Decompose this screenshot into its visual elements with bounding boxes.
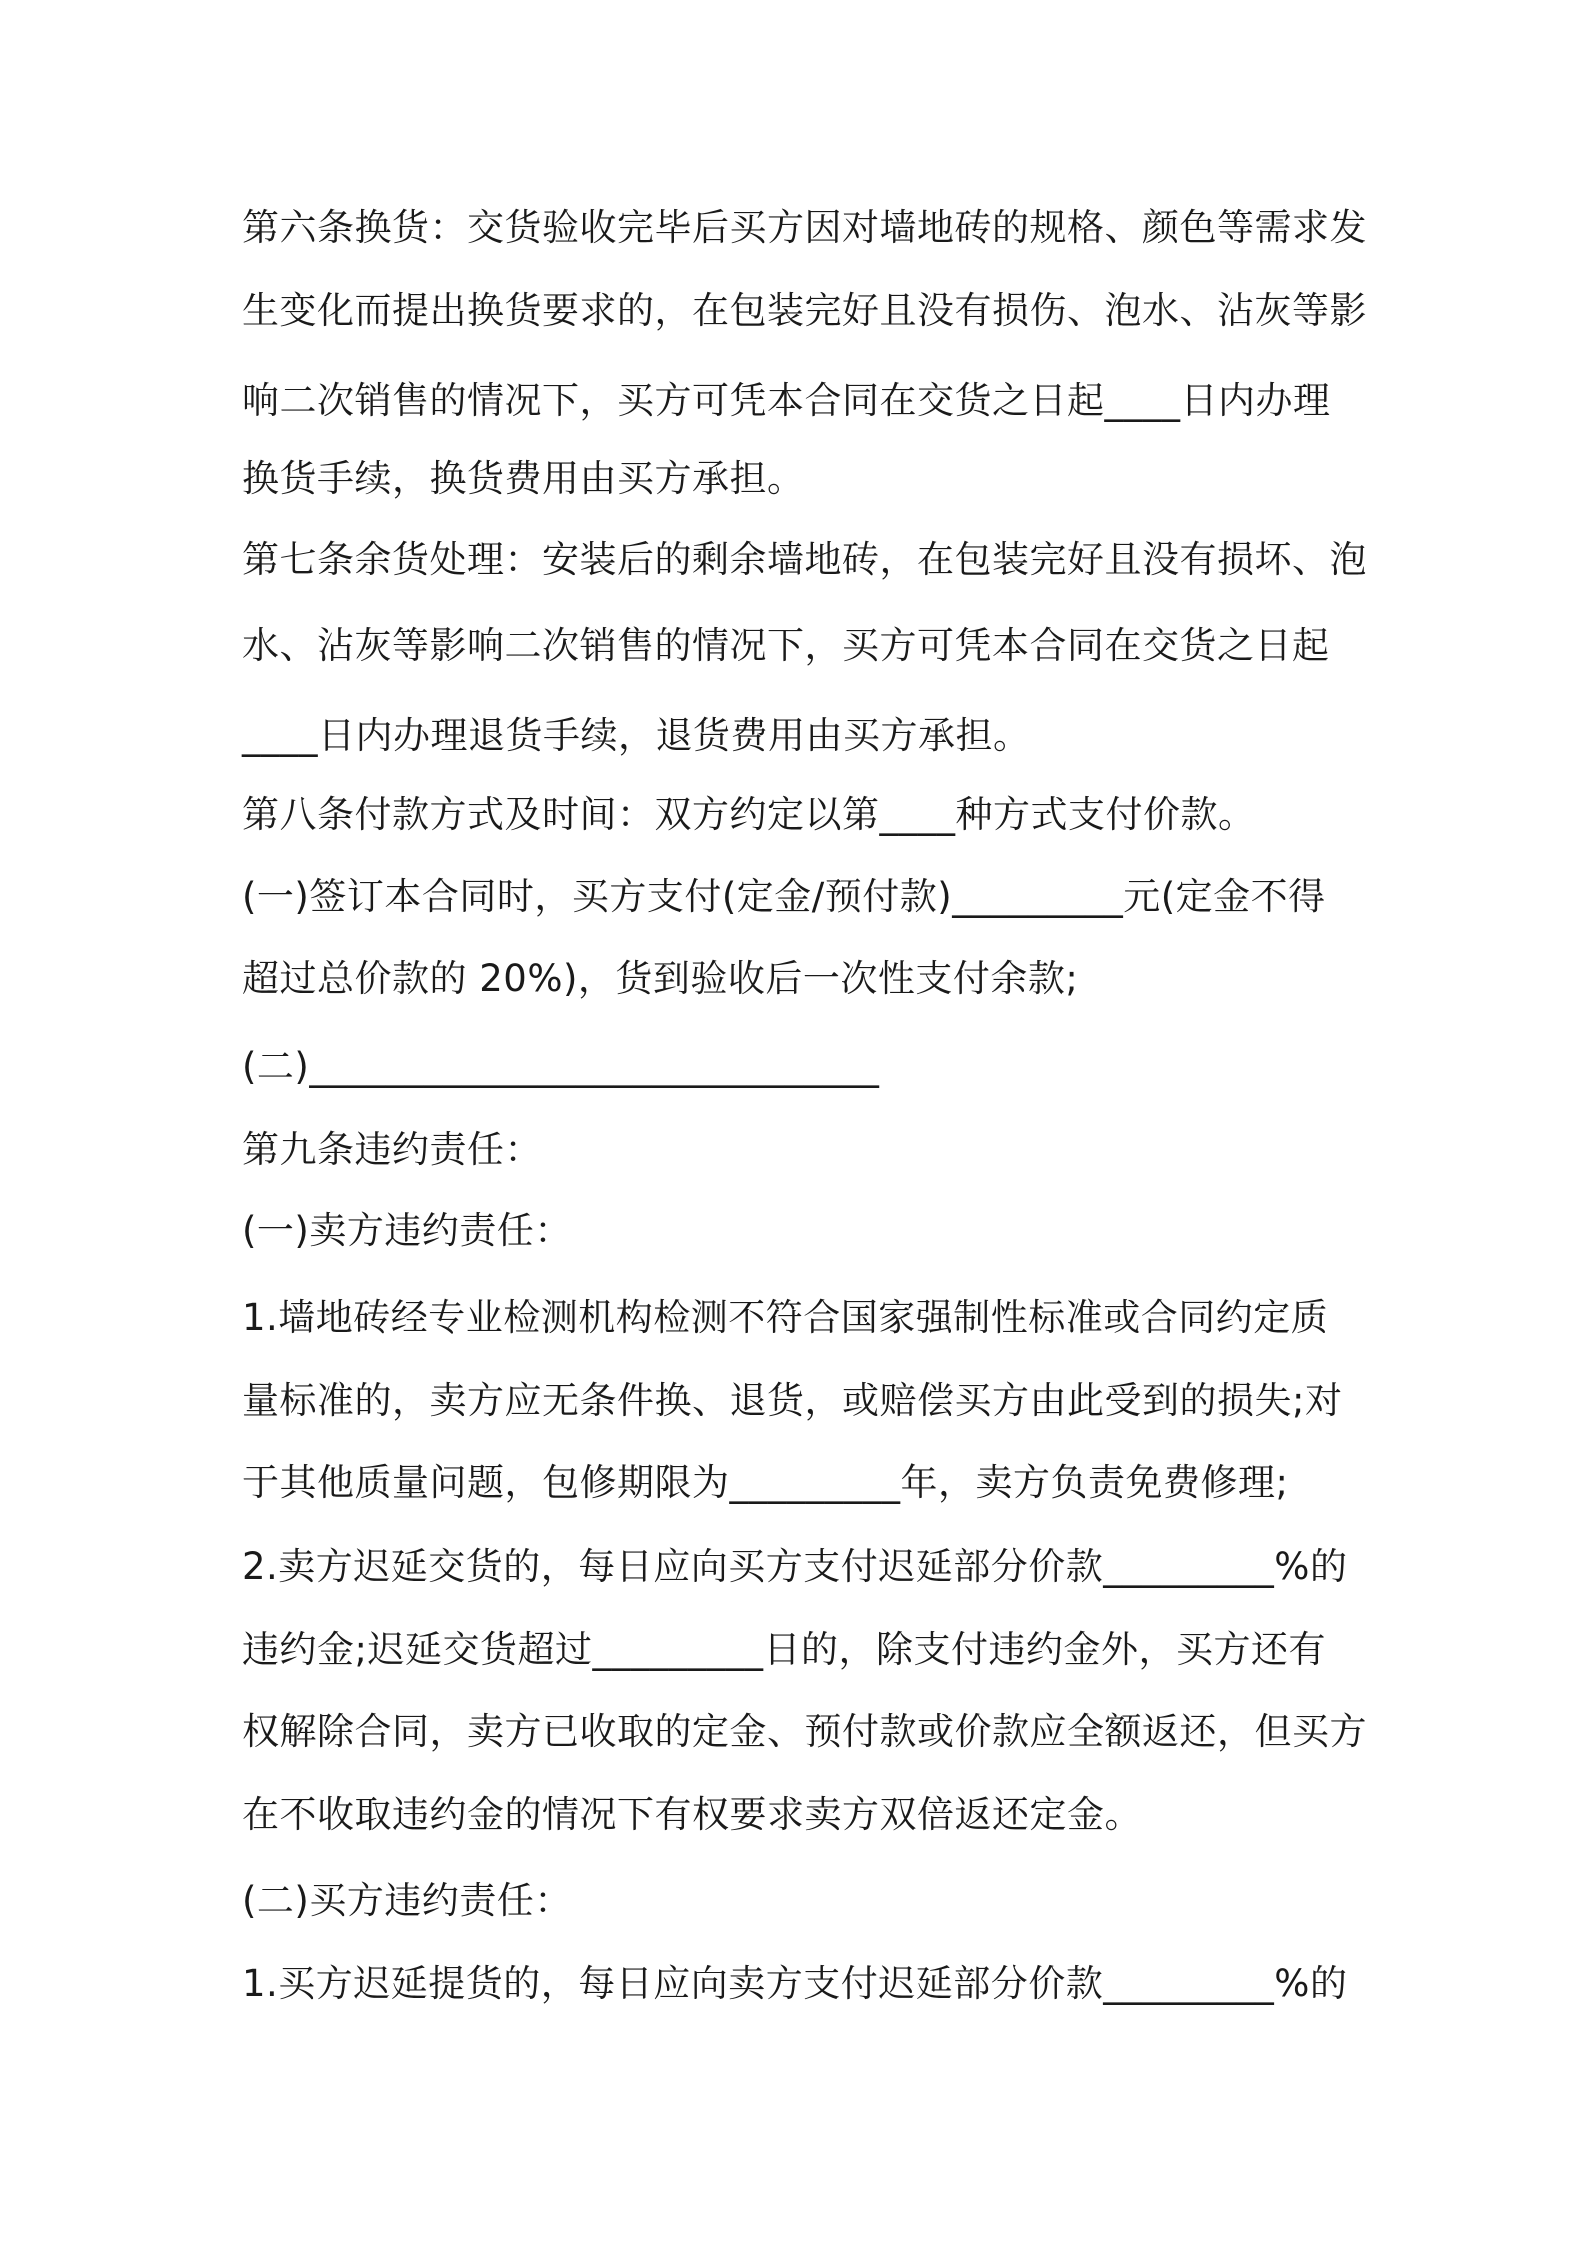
text-line: 第七条余货处理：安装后的剩余墙地砖，在包装完好且没有损坏、泡 <box>242 538 1367 581</box>
text-line: (一)签订本合同时，买方支付(定金/预付款)_________元(定金不得 <box>242 875 1326 918</box>
text-line: 2.卖方迟延交货的，每日应向买方支付迟延部分价款_________%的 <box>242 1545 1348 1588</box>
text-line: 生变化而提出换货要求的，在包装完好且没有损伤、泡水、沾灰等影 <box>242 289 1367 332</box>
text-line: (二)______________________________ <box>242 1045 880 1088</box>
text-line: 超过总价款的 20%)，货到验收后一次性支付余款; <box>242 957 1079 1000</box>
text-line: 1.买方迟延提货的，每日应向卖方支付迟延部分价款_________%的 <box>242 1962 1348 2005</box>
text-line: (一)卖方违约责任： <box>242 1209 572 1252</box>
text-line: 第六条换货：交货验收完毕后买方因对墙地砖的规格、颜色等需求发 <box>242 206 1367 249</box>
text-line: 权解除合同，卖方已收取的定金、预付款或价款应全额返还，但买方 <box>242 1710 1367 1753</box>
text-line: 违约金;迟延交货超过_________日的，除支付违约金外，买方还有 <box>242 1628 1326 1671</box>
text-line: 换货手续，换货费用由买方承担。 <box>242 457 805 500</box>
text-line: 1.墙地砖经专业检测机构检测不符合国家强制性标准或合同约定质 <box>242 1296 1329 1339</box>
text-line: 第八条付款方式及时间：双方约定以第____种方式支付价款。 <box>242 793 1256 836</box>
text-line: 第九条违约责任： <box>242 1128 542 1171</box>
text-line: 响二次销售的情况下，买方可凭本合同在交货之日起____日内办理 <box>242 379 1331 422</box>
text-line: 于其他质量问题，包修期限为_________年，卖方负责免费修理; <box>242 1461 1289 1504</box>
text-line: 量标准的，卖方应无条件换、退货，或赔偿买方由此受到的损失;对 <box>242 1379 1343 1422</box>
text-line: (二)买方违约责任： <box>242 1879 572 1922</box>
text-line: ____日内办理退货手续，退货费用由买方承担。 <box>242 714 1031 757</box>
text-line: 在不收取违约金的情况下有权要求卖方双倍返还定金。 <box>242 1793 1142 1836</box>
text-line: 水、沾灰等影响二次销售的情况下，买方可凭本合同在交货之日起 <box>242 624 1330 667</box>
